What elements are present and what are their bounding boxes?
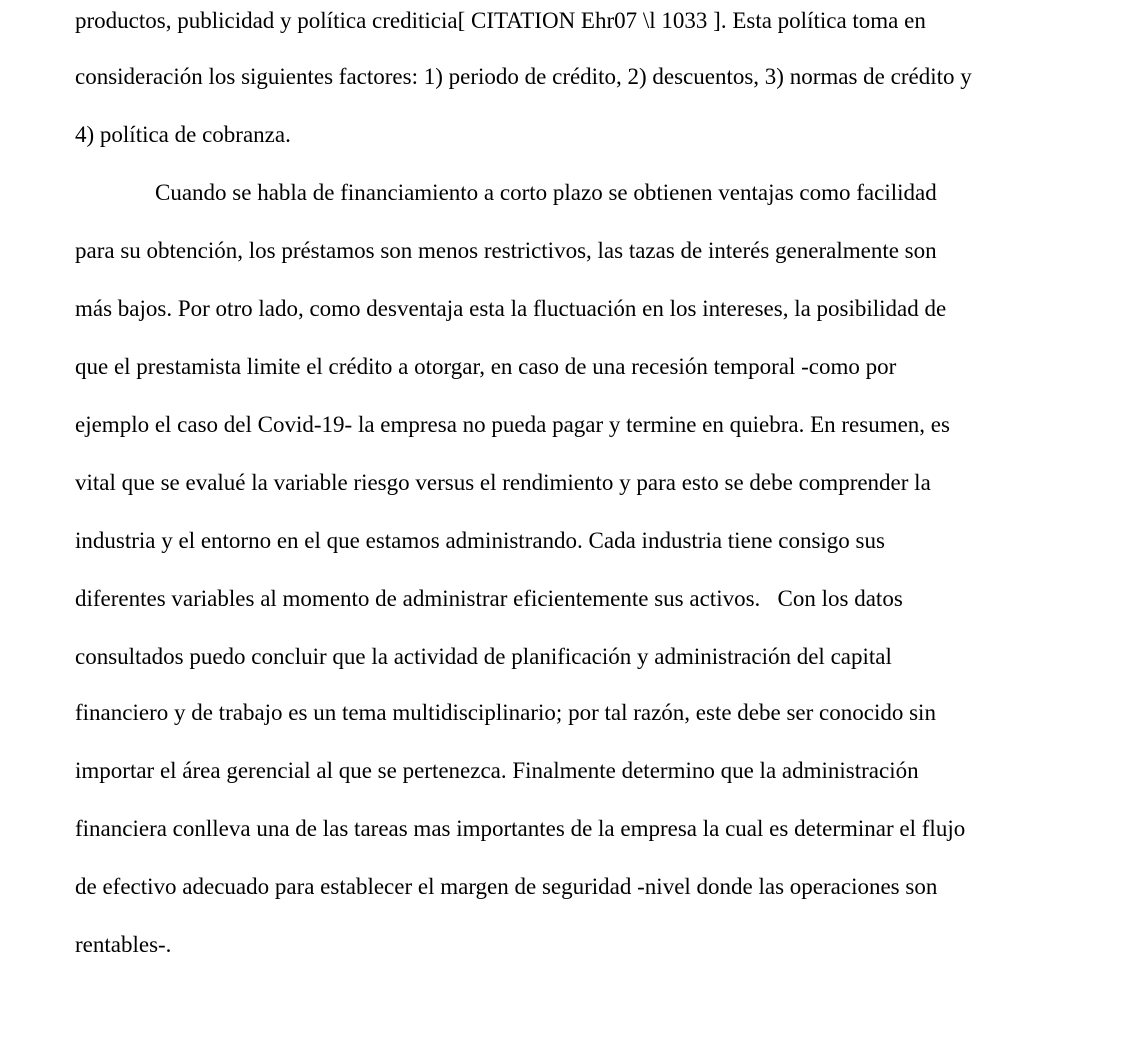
paragraph-2-line: más bajos. Por otro lado, como desventaja esta la fluctuación en los intereses, la posibilidad de [75,296,947,321]
paragraph-2-line: ejemplo el caso del Covid-19- la empresa no pueda pagar y termine en quiebra. En resumen, es [75,412,950,437]
paragraph-1-line: 4) política de cobranza. [75,122,291,147]
paragraph-2-line: rentables-. [75,932,172,957]
paragraph-2-line: de efectivo adecuado para establecer el margen de seguridad -nivel donde las operaciones son [75,874,938,899]
paragraph-2-line: industria y el entorno en el que estamos administrando. Cada industria tiene consigo sus [75,528,885,553]
paragraph-2-line: Cuando se habla de financiamiento a corto plazo se obtienen ventajas como facilidad [155,180,937,205]
paragraph-2-line: financiero y de trabajo es un tema multidisciplinario; por tal razón, este debe ser conocido sin [75,700,936,725]
paragraph-2-line: para su obtención, los préstamos son menos restrictivos, las tazas de interés generalmente son [75,238,937,263]
paragraph-2-line: financiera conlleva una de las tareas mas importantes de la empresa la cual es determinar el flujo [75,816,966,841]
paragraph-2-line: diferentes variables al momento de administrar eficientemente sus activos. Con los datos [75,586,903,611]
paragraph-2-line: consultados puedo concluir que la actividad de planificación y administración del capital [75,644,892,669]
paragraph-2-line: que el prestamista limite el crédito a otorgar, en caso de una recesión temporal -como por [75,354,897,379]
paragraph-2-line: vital que se evalué la variable riesgo versus el rendimiento y para esto se debe comprender la [75,470,931,495]
paragraph-1-line: productos, publicidad y política crediticia[ CITATION Ehr07 \l 1033 ]. Esta política toma en [75,8,926,33]
paragraph-2-line: importar el área gerencial al que se pertenezca. Finalmente determino que la administración [75,758,919,783]
paragraph-1-line: consideración los siguientes factores: 1) periodo de crédito, 2) descuentos, 3) normas de crédito y [75,64,972,89]
